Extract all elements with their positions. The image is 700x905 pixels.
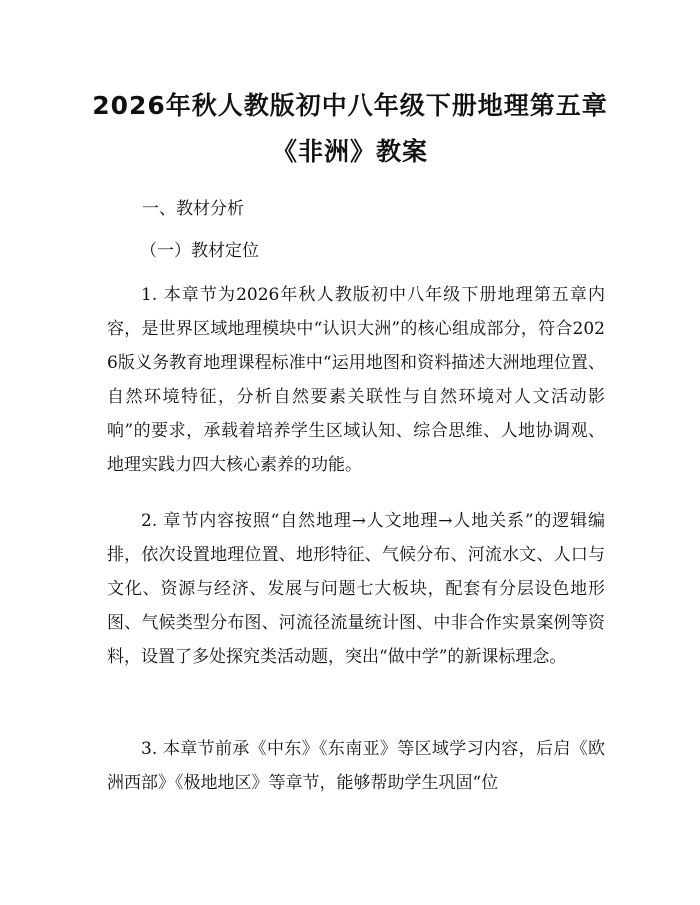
document-title-line-2: 《非洲》教案 [271, 137, 428, 166]
paragraph-2: 2. 章节内容按照“自然地理→人文地理→人地关系”的逻辑编排，依次设置地理位置、地形特征、气候分布、河流水文、人口与文化、资源与经济、发展与问题七大板块，配套有分层设色地形图、气候类型分布图、河流径流量统计图、中非合作实景案例等资料，设置了多处探究类活动题，突出“做中学”的新课标理念。 [107, 511, 605, 667]
document-title-line-1: 2026年秋人教版初中八年级下册地理第五章 [92, 91, 608, 120]
section-heading-textbook-analysis: 一、教材分析 [142, 199, 244, 219]
paragraph-3: 3. 本章节前承《中东》《东南亚》等区域学习内容，后启《欧洲西部》《极地地区》等章节，能够帮助学生巩固“位 [107, 739, 605, 793]
subsection-heading-textbook-positioning: （一）教材定位 [140, 241, 259, 261]
paragraph-1: 1. 本章节为2026年秋人教版初中八年级下册地理第五章内容，是世界区域地理模块中“认识大洲”的核心组成部分，符合2026版义务教育地理课程标准中“运用地图和资料描述大洲地理位置、自然环境特征，分析自然要素关联性与自然环境对人文活动影响”的要求，承载着培养学生区域认知、综合思维、人地协调观、地理实践力四大核心素养的功能。 [107, 285, 605, 475]
